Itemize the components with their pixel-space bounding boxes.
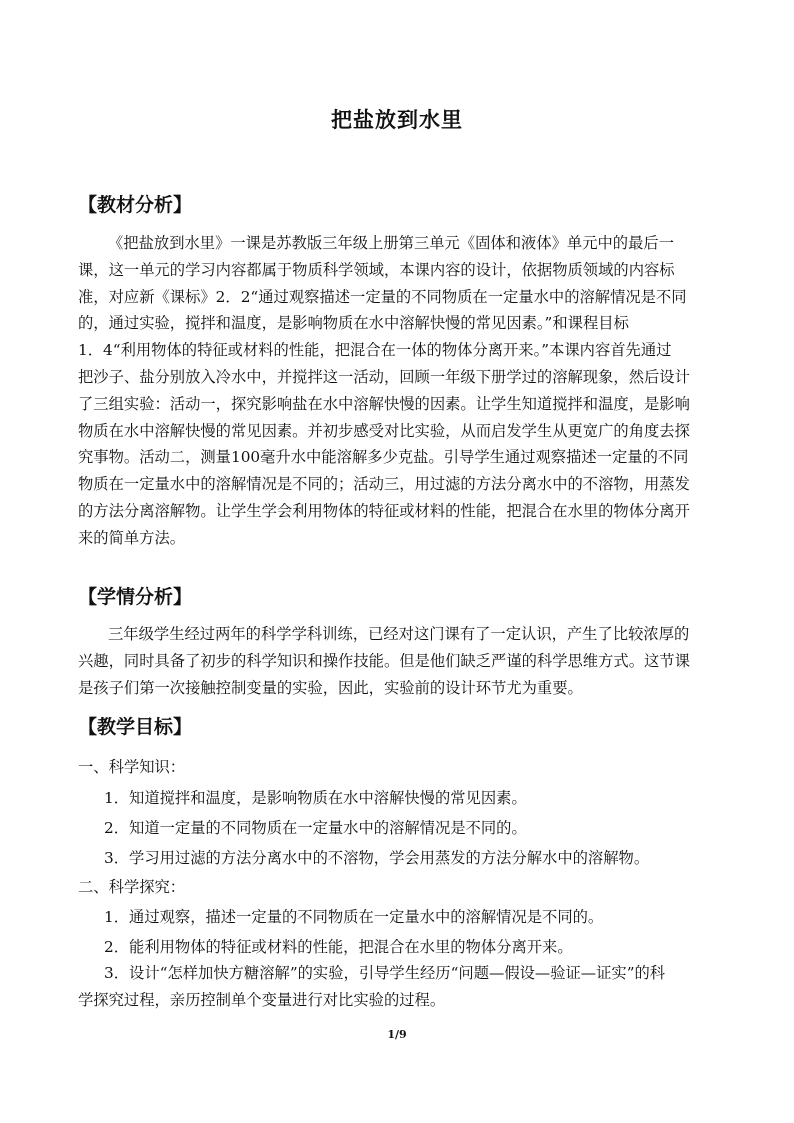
goal-item: 2．能利用物体的特征或材料的性能，把混合在水里的物体分离开来。 xyxy=(104,938,573,956)
paragraph-line: 1．4“利用物体的特征或材料的性能，把混合在一体的物体分离开来。”本课内容首先通过 xyxy=(78,341,672,360)
goal-item: 3．学习用过滤的方法分离水中的不溶物，学会用蒸发的方法分解水中的溶解物。 xyxy=(104,849,650,867)
goal-item-multiline xyxy=(78,960,718,1014)
paragraph-line: 兴趣，同时具备了初步的科学知识和操作技能。但是他们缺乏严谨的科学思维方式。这节课 xyxy=(78,651,690,670)
paragraph-line: 物质在一定量水中的溶解情况是不同的；活动三，用过滤的方法分离水中的不溶物，用蒸发 xyxy=(78,475,690,494)
paragraph-line: 准，对应新《课标》2．2“通过观察描述一定量的不同物质在一定量水中的溶解情况是不同 xyxy=(78,287,687,306)
students-paragraph xyxy=(78,621,718,701)
goals-knowledge-label: 一、科学知识： xyxy=(78,758,186,776)
goals-inquiry-label: 二、科学探究： xyxy=(78,878,186,896)
paragraph-line: 三年级学生经过两年的科学学科训练，已经对这门课有了一定认识，产生了比较浓厚的 xyxy=(108,625,690,643)
goal-item: 1．通过观察，描述一定量的不同物质在一定量水中的溶解情况是不同的。 xyxy=(104,908,604,926)
page-number: 1/9 xyxy=(387,1028,407,1041)
paragraph-line: 把沙子、盐分别放入冷水中，并搅拌这一活动，回顾一年级下册学过的溶解现象，然后设计 xyxy=(78,367,690,386)
section-heading-analysis: 【教材分析】 xyxy=(78,194,193,216)
paragraph-line: 的，通过实验，搅拌和温度，是影响物质在水中溶解快慢的常见因素。”和课程目标 xyxy=(78,314,629,333)
paragraph-line: 了三组实验：活动一，探究影响盐在水中溶解快慢的因素。让学生知道搅拌和温度，是影响 xyxy=(78,394,690,413)
section-heading-students: 【学情分析】 xyxy=(78,586,193,608)
paragraph-line: 3．设计“怎样加快方糖溶解”的实验，引导学生经历“问题—假设—验证—证实”的科 xyxy=(104,964,666,982)
paragraph-line: 来的简单方法。 xyxy=(78,528,186,547)
paragraph-line: 是孩子们第一次接触控制变量的实验，因此，实验前的设计环节尤为重要。 xyxy=(78,678,583,697)
paragraph-line: 《把盐放到水里》一课是苏教版三年级上册第三单元《固体和液体》单元中的最后一 xyxy=(108,234,674,252)
paragraph-line: 课，这一单元的学习内容都属于物质科学领域，本课内容的设计，依据物质领域的内容标 xyxy=(78,260,675,279)
paragraph-line: 究事物。活动二，测量100毫升水中能溶解多少克盐。引导学生通过观察描述一定量的不同 xyxy=(78,448,689,467)
goal-item: 2．知道一定量的不同物质在一定量水中的溶解情况是不同的。 xyxy=(104,819,527,837)
paragraph-line: 学探究过程，亲历控制单个变量进行对比实验的过程。 xyxy=(78,991,446,1009)
analysis-paragraph xyxy=(78,230,718,552)
document-title: 把盐放到水里 xyxy=(331,107,463,132)
paragraph-line: 的方法分离溶解物。让学生学会利用物体的特征或材料的性能，把混合在水里的物体分离开 xyxy=(78,501,690,520)
section-heading-goals: 【教学目标】 xyxy=(78,716,193,738)
goal-item: 1．知道搅拌和温度，是影响物质在水中溶解快慢的常见因素。 xyxy=(104,789,527,807)
paragraph-line: 物质在水中溶解快慢的常见因素。并初步感受对比实验，从而启发学生从更宽广的角度去探 xyxy=(78,421,690,440)
